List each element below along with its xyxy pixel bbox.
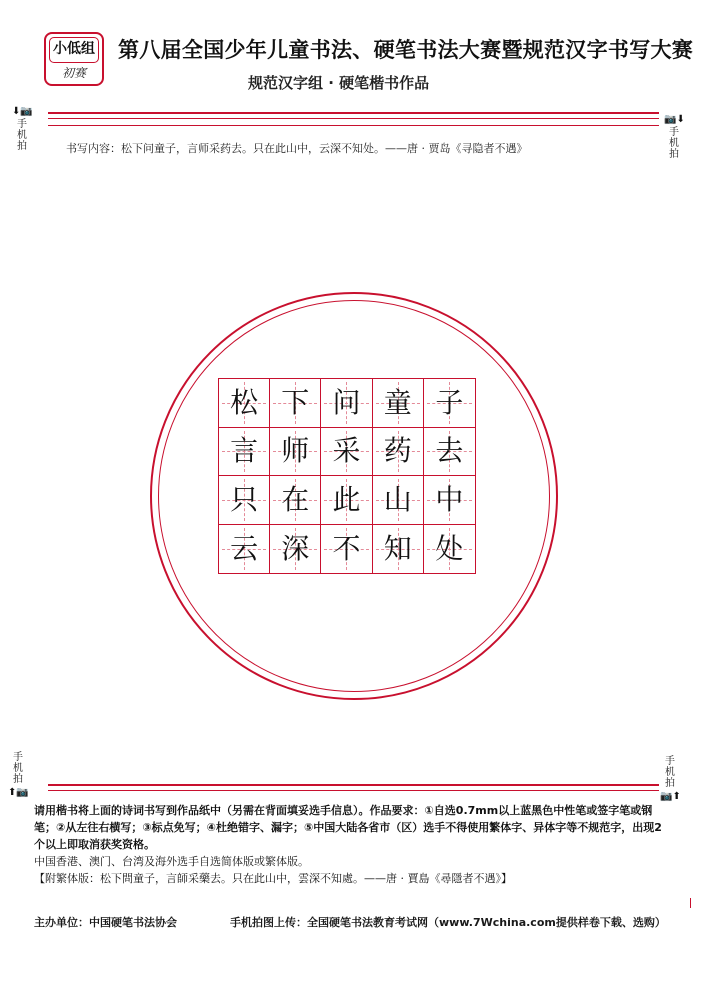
- grid-cell: [270, 428, 321, 477]
- camera-down-icon: ⬇📷: [12, 106, 33, 117]
- grid-cell: [373, 428, 424, 477]
- calligraphy-character: 药: [383, 434, 412, 468]
- grid-cell: [424, 379, 475, 428]
- calligraphy-character: 山: [383, 482, 412, 516]
- grid-cell: [219, 428, 270, 477]
- grid-cell: [219, 476, 270, 525]
- corner-label: 手机拍: [665, 756, 675, 789]
- calligraphy-character: 深: [281, 531, 310, 565]
- grid-cell: [270, 525, 321, 574]
- page-subtitle: 规范汉字组 · 硬笔楷书作品: [248, 74, 430, 92]
- bottom-red-rule-thin: [48, 790, 659, 791]
- grid-cell: [373, 379, 424, 428]
- instructions-line-1: 请用楷书将上面的诗词书写到作品纸中（另需在背面填妥选手信息）。作品要求：①自选0.7mm以上蓝黑色中性笔或签字笔或钢笔；②从左往右横写；③标点免写；④杜绝错字、漏字；⑤中国大陆各省市（区）选手不得使用繁体字、异体字等不规范字，出现2个以上即取消获奖资格。: [34, 804, 662, 851]
- edge-mark: [690, 898, 691, 908]
- calligraphy-character: 云: [230, 531, 259, 565]
- instructions-line-3: 【附繁体版：松下問童子，言師采藥去。只在此山中，雲深不知處。——唐 · 賈島《尋隱者不遇》】: [34, 872, 512, 885]
- calligraphy-character: 子: [435, 385, 464, 419]
- calligraphy-character: 下: [281, 385, 310, 419]
- grid-cell: [270, 379, 321, 428]
- corner-label: 手机拍: [13, 752, 23, 785]
- camera-down-icon: 📷⬇: [664, 114, 685, 125]
- writing-content: 书写内容：松下问童子，言师采药去。只在此山中，云深不知处。——唐 · 贾岛《寻隐者不遇》: [66, 142, 528, 155]
- calligraphy-character: 中: [435, 482, 464, 516]
- grid-cell: [219, 379, 270, 428]
- top-red-rule-lower: [48, 125, 659, 126]
- grid-cell: [321, 379, 372, 428]
- organizer: 主办单位：中国硬笔书法协会: [34, 916, 177, 929]
- camera-up-icon: ⬆📷: [8, 787, 29, 798]
- instructions-block: [34, 802, 662, 887]
- calligraphy-character: 此: [332, 482, 361, 516]
- grid-cell: [424, 428, 475, 477]
- grid-cell: [373, 476, 424, 525]
- grid-cell: [270, 476, 321, 525]
- page-title: 第八届全国少年儿童书法、硬笔书法大赛暨规范汉字书写大赛: [118, 37, 694, 62]
- corner-label: 手机拍: [669, 127, 679, 160]
- instructions-line-2: 中国香港、澳门、台湾及海外选手自选简体版或繁体版。: [34, 855, 309, 868]
- grid-cell: [321, 428, 372, 477]
- calligraphy-character: 不: [332, 531, 361, 565]
- top-red-rule: [48, 112, 659, 114]
- calligraphy-character: 童: [383, 385, 412, 419]
- grid-cell: [424, 525, 475, 574]
- corner-bottom-right: [660, 756, 680, 802]
- calligraphy-grid: [218, 378, 476, 574]
- upload-info: 手机拍图上传：全国硬笔书法教育考试网（www.7Wchina.com提供样卷下载、选购）: [230, 916, 666, 929]
- grid-cell: [321, 476, 372, 525]
- calligraphy-character: 知: [383, 531, 412, 565]
- grid-cell: [424, 476, 475, 525]
- grid-cell: [373, 525, 424, 574]
- corner-top-right: [664, 114, 684, 160]
- corner-bottom-left: [8, 752, 28, 798]
- calligraphy-character: 只: [230, 482, 259, 516]
- top-red-rule-thin: [48, 118, 659, 119]
- calligraphy-character: 处: [435, 531, 464, 565]
- group-badge: [44, 32, 104, 86]
- calligraphy-character: 问: [332, 385, 361, 419]
- grid-cell: [219, 525, 270, 574]
- calligraphy-character: 言: [230, 434, 259, 468]
- corner-top-left: [12, 106, 32, 152]
- group-label: 小低组: [49, 37, 99, 63]
- calligraphy-character: 师: [281, 434, 310, 468]
- grid-cell: [321, 525, 372, 574]
- calligraphy-character: 去: [435, 434, 464, 468]
- corner-label: 手机拍: [17, 119, 27, 152]
- calligraphy-character: 采: [332, 434, 361, 468]
- stage-label: 初赛: [61, 66, 86, 80]
- bottom-red-rule: [48, 784, 659, 786]
- calligraphy-character: 在: [281, 482, 310, 516]
- camera-up-icon: 📷⬆: [660, 791, 681, 802]
- calligraphy-character: 松: [230, 385, 259, 419]
